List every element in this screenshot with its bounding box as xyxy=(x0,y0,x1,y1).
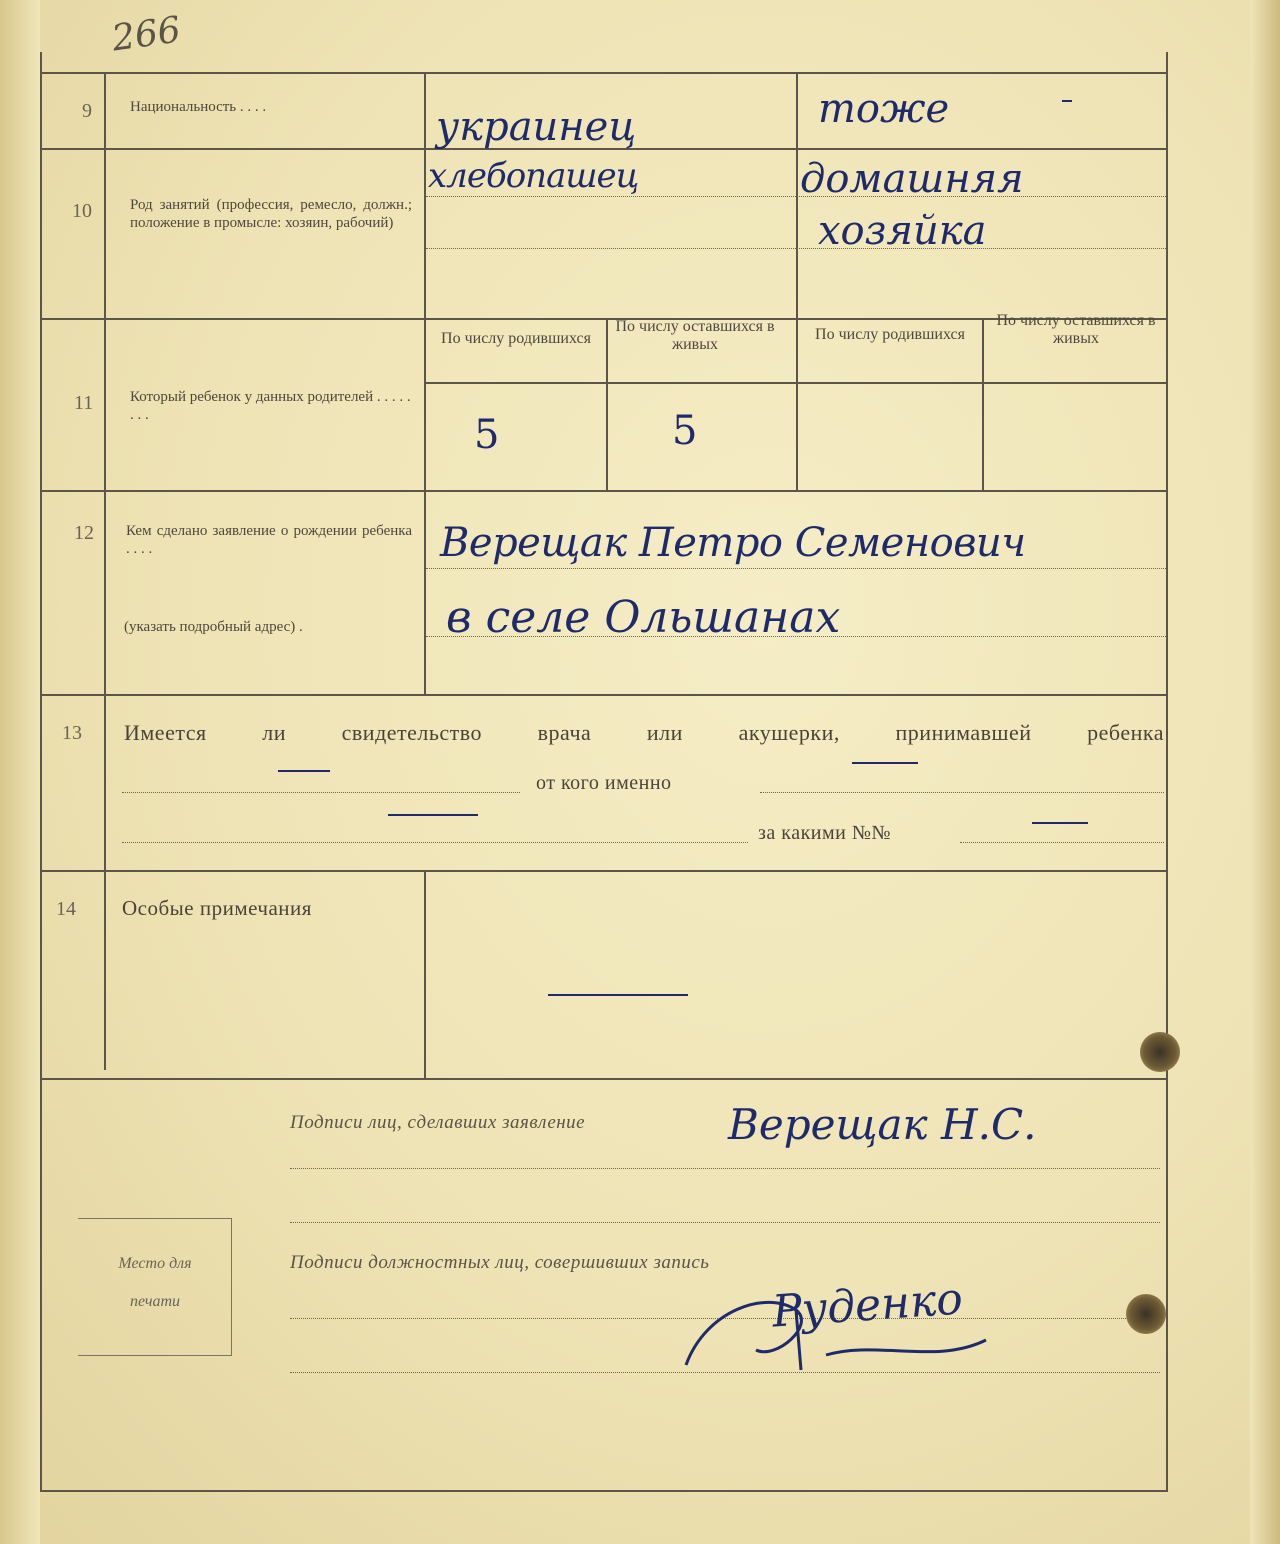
archive-number: 266 xyxy=(109,9,184,60)
sign-line-2 xyxy=(290,1222,1160,1223)
line-13d xyxy=(960,842,1164,843)
subheader-father-born: По числу родившихся xyxy=(441,330,591,347)
rule-13-14 xyxy=(40,870,1168,872)
seal-place-line2: печати xyxy=(129,1293,181,1310)
hw-dash-13d xyxy=(1032,822,1088,824)
page-edge xyxy=(1250,0,1280,1544)
hw-mother-nationality: тоже xyxy=(818,86,950,132)
hw-father-occupation: хлебопашец xyxy=(428,156,639,196)
doctor-certificate-question: Имеется ли свидетельство врача или акушерки, принимавшей ребенка xyxy=(124,720,1164,745)
row-number-9: 9 xyxy=(82,100,92,122)
line-12a xyxy=(426,568,1166,569)
official-signature-flourish xyxy=(676,1270,1006,1390)
rule-top xyxy=(40,72,1168,74)
row-number-10: 10 xyxy=(72,200,92,222)
label-from-whom: от кого именно xyxy=(536,772,672,794)
hw-mother-occupation-2: хозяйка xyxy=(818,208,987,254)
label-special-notes: Особые примечания xyxy=(122,896,312,920)
col-sub-divider-b xyxy=(982,318,984,490)
col-parent-divider xyxy=(796,72,798,492)
hw-applicant: Верещак Петро Семенович xyxy=(440,520,1026,566)
line-13c xyxy=(122,842,748,843)
hw-address: в селе Ольшанах xyxy=(446,592,841,643)
rule-14-sign xyxy=(40,1078,1168,1080)
rule-12-13 xyxy=(40,694,1168,696)
seal-place xyxy=(78,1218,232,1356)
hw-mother-occupation-1: домашняя xyxy=(800,156,1024,202)
scan-edge xyxy=(0,0,40,1544)
col-number-divider xyxy=(104,72,106,1070)
col-label-divider-b xyxy=(424,872,426,1078)
row-number-13: 13 xyxy=(62,722,82,744)
rule-11-12 xyxy=(40,490,1168,492)
line-13a xyxy=(122,792,520,793)
label-declarant: Кем сделано заявление о рождении ребенка . . . . xyxy=(126,523,412,557)
hw-official-signature: Руденко xyxy=(770,1273,965,1338)
subheader-father-alive: По числу оставшихся в живых xyxy=(615,318,775,353)
subheader-mother-born: По числу родившихся xyxy=(815,326,965,343)
hw-father-nationality: украинец xyxy=(436,104,637,150)
punch-hole-bottom xyxy=(1126,1294,1166,1334)
label-certificate-numbers: за какими №№ xyxy=(758,822,892,844)
label-official-signatures: Подписи должностных лиц, совершивших запись xyxy=(290,1252,710,1273)
punch-hole-top xyxy=(1140,1032,1180,1072)
sign-line-1 xyxy=(290,1168,1160,1169)
hw-dash xyxy=(1062,100,1072,102)
label-child-order: Который ребенок у данных родителей . . . . . . . . xyxy=(130,389,411,423)
hw-dash-14 xyxy=(548,994,688,996)
hw-dash-13a xyxy=(278,770,330,772)
hw-father-born-count: 5 xyxy=(474,412,500,458)
label-occupation: Род занятий (профессия, ремесло, должн.; положение в промысле: хозяин, рабочий) xyxy=(130,197,412,231)
label-address: (указать подробный адрес) . xyxy=(124,619,303,635)
subheader-mother-alive: По числу оставшихся в живых xyxy=(996,312,1156,347)
hw-dash-13c xyxy=(388,814,478,816)
line-10a xyxy=(426,196,1166,197)
hw-dash-13b xyxy=(852,762,918,764)
label-nationality: Национальность . . . . xyxy=(130,99,267,115)
hw-applicant-signature: Верещак Н.С. xyxy=(728,1100,1037,1149)
line-10b xyxy=(426,248,1166,249)
label-applicant-signatures: Подписи лиц, сделавших заявление xyxy=(290,1112,586,1133)
line-13b xyxy=(760,792,1164,793)
col-sub-divider-a xyxy=(606,318,608,490)
row-number-11: 11 xyxy=(74,392,94,414)
row-number-12: 12 xyxy=(74,522,94,544)
col-label-divider-a xyxy=(424,72,426,694)
hw-father-alive-count: 5 xyxy=(672,408,698,454)
seal-place-line1: Место для xyxy=(118,1255,192,1272)
row-number-14: 14 xyxy=(56,898,76,920)
